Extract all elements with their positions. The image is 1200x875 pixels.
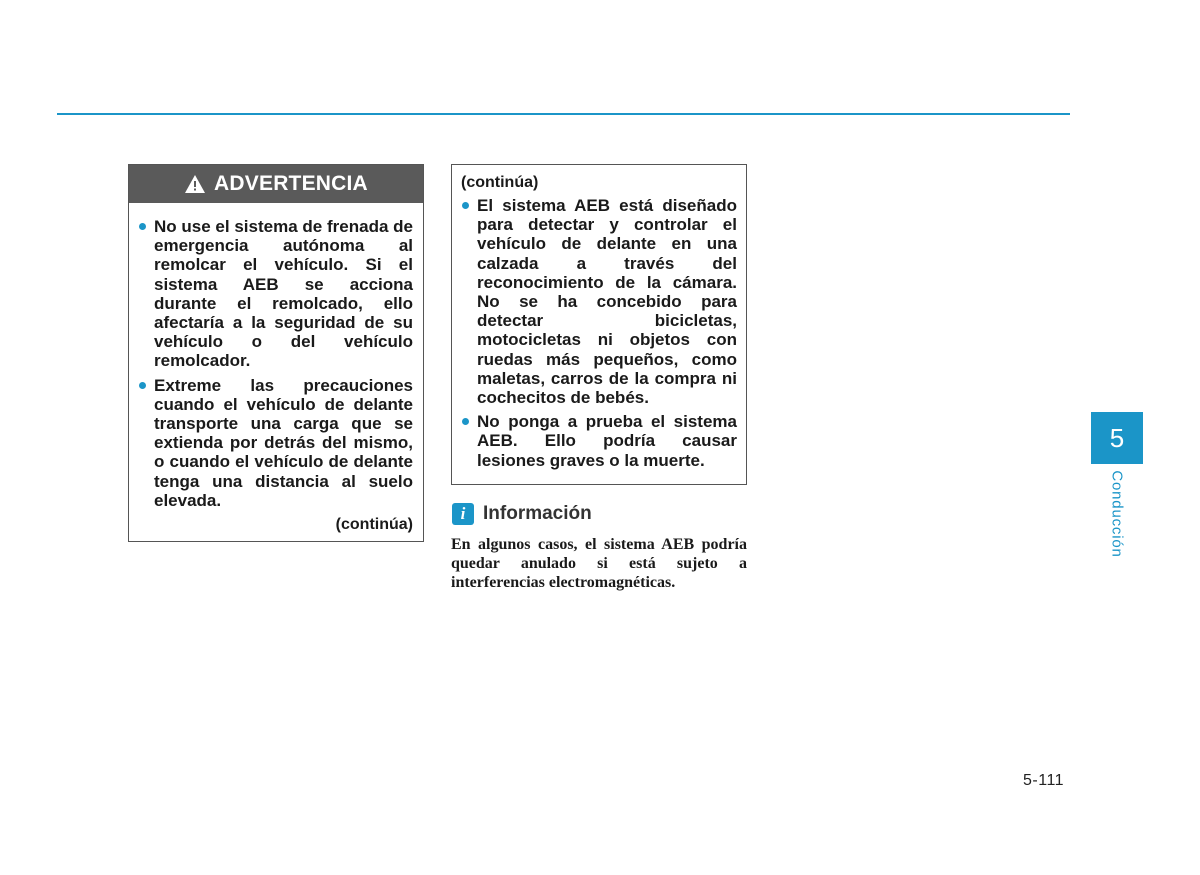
- info-icon: i: [452, 503, 474, 525]
- bullet-dot-icon: [139, 382, 146, 389]
- continued-item-text: No ponga a prueba el sistema AEB. Ello podría causar lesiones graves o la muerte.: [477, 412, 737, 470]
- warning-item-text: Extreme las precauciones cuando el vehículo de delante transporte una carga que se extienda por detrás del mismo, o cuando el vehículo de delante tenga una distancia al suelo elevada.: [154, 375, 413, 510]
- continued-top-label: (continúa): [461, 174, 539, 191]
- warning-item: [138, 376, 413, 510]
- bullet-dot-icon: [462, 418, 469, 425]
- warning-list: [138, 217, 413, 510]
- continued-label: (continúa): [335, 516, 413, 534]
- continued-item-text: El sistema AEB está diseñado para detectar y controlar el vehículo de delante en una calzada a través del reconocimiento de la cámara. No se ha concebido para detectar bicicletas, motocicletas ni objetos con ruedas más pequeños, como maletas, carros de la compra ni cochecitos de bebés.: [477, 196, 737, 408]
- warning-item: [138, 217, 413, 371]
- info-header: [452, 503, 592, 525]
- continued-item: [461, 412, 737, 470]
- warning-triangle-icon: [184, 174, 206, 194]
- continued-item: [461, 196, 737, 407]
- warning-header: [129, 165, 423, 203]
- bullet-dot-icon: [462, 202, 469, 209]
- chapter-label: Conducción: [1108, 470, 1126, 558]
- top-rule: [57, 113, 1070, 115]
- warning-body: [129, 203, 423, 534]
- bullet-dot-icon: [139, 223, 146, 230]
- warning-item-text: No use el sistema de frenada de emergencia autónoma al remolcar el vehículo. Si el sistema AEB se acciona durante el remolcado, ello afectaría a la seguridad de su vehículo o del vehículo remolcador.: [154, 217, 413, 371]
- chapter-tab: 5: [1091, 412, 1143, 464]
- continued-warning-box: [451, 164, 747, 485]
- warning-box: [128, 164, 424, 542]
- continued-list: [461, 196, 737, 470]
- info-text: En algunos casos, el sistema AEB podría quedar anulado si está sujeto a interferencias electromagnéticas.: [451, 536, 747, 591]
- info-title: Información: [483, 503, 592, 524]
- page-number: 5-111: [1023, 772, 1065, 789]
- warning-title: ADVERTENCIA: [214, 172, 368, 195]
